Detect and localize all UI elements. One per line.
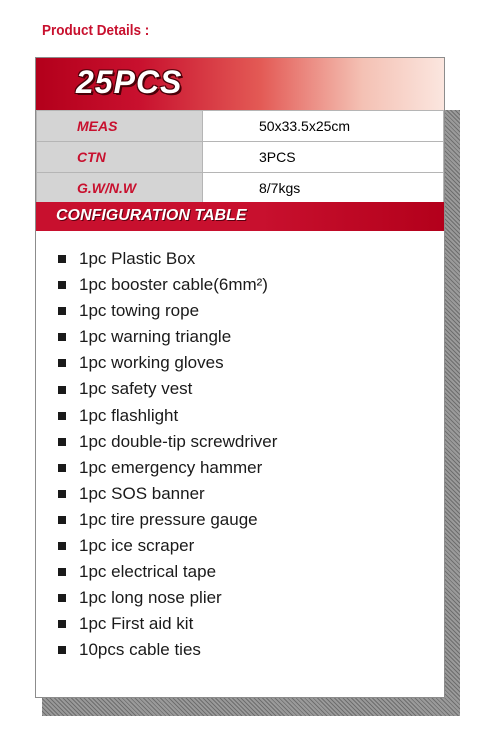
list-item <box>58 637 277 663</box>
list-item-text: 1pc ice scraper <box>79 536 195 556</box>
title-banner <box>36 58 444 110</box>
bullet-icon <box>58 333 66 341</box>
bullet-icon <box>58 646 66 654</box>
list-item-text: 1pc safety vest <box>79 379 193 399</box>
bullet-icon <box>58 255 66 263</box>
spec-value: 50x33.5x25cm <box>203 111 444 142</box>
list-item-text: 1pc tire pressure gauge <box>79 509 258 529</box>
list-item-text: 1pc electrical tape <box>79 562 217 582</box>
list-item-text: 1pc emergency hammer <box>79 457 263 477</box>
spec-row <box>37 173 444 204</box>
list-item <box>58 455 277 481</box>
list-item <box>58 272 277 298</box>
list-item <box>58 429 277 455</box>
spec-label: MEAS <box>37 111 203 142</box>
bullet-icon <box>58 281 66 289</box>
list-item-text: 10pcs cable ties <box>79 640 201 660</box>
list-item-text: 1pc warning triangle <box>79 327 232 347</box>
list-item <box>58 559 277 585</box>
bullet-icon <box>58 307 66 315</box>
spec-label: CTN <box>37 142 203 173</box>
banner-title: 25PCS <box>76 64 183 100</box>
list-item <box>58 533 277 559</box>
list-item <box>58 298 277 324</box>
list-item <box>58 611 277 637</box>
list-item-text: 1pc long nose plier <box>79 588 222 608</box>
spec-value: 8/7kgs <box>203 173 444 204</box>
list-item <box>58 481 277 507</box>
list-item <box>58 324 277 350</box>
list-item-text: 1pc Plastic Box <box>79 249 196 268</box>
list-item-text: 1pc towing rope <box>79 301 200 321</box>
configuration-list <box>58 246 277 664</box>
bullet-icon <box>58 568 66 576</box>
bullet-icon <box>58 412 66 420</box>
list-item-text: 1pc booster cable(6mm²) <box>79 275 268 295</box>
list-item <box>58 246 277 272</box>
spec-value: 3PCS <box>203 142 444 173</box>
bullet-icon <box>58 594 66 602</box>
list-item <box>58 585 277 611</box>
bullet-icon <box>58 620 66 628</box>
spec-row <box>37 142 444 173</box>
bullet-icon <box>58 542 66 550</box>
bullet-icon <box>58 490 66 498</box>
configuration-header <box>36 202 444 231</box>
list-item <box>58 350 277 376</box>
bullet-icon <box>58 438 66 446</box>
bullet-icon <box>58 464 66 472</box>
spec-row <box>37 111 444 142</box>
list-item-text: 1pc working gloves <box>79 353 224 373</box>
bullet-icon <box>58 516 66 524</box>
spec-label: G.W/N.W <box>37 173 203 204</box>
list-item <box>58 507 277 533</box>
configuration-title: CONFIGURATION TABLE <box>56 207 247 224</box>
list-item <box>58 376 277 402</box>
list-item <box>58 403 277 429</box>
specs-table <box>36 110 444 204</box>
bullet-icon <box>58 386 66 394</box>
page-heading: Product Details : <box>42 22 150 39</box>
list-item-text: 1pc SOS banner <box>79 483 205 503</box>
list-item-text: 1pc flashlight <box>79 405 179 425</box>
list-item-text: 1pc First aid kit <box>79 614 194 634</box>
list-item-text: 1pc double-tip screwdriver <box>79 431 278 451</box>
product-card <box>35 57 445 698</box>
bullet-icon <box>58 359 66 367</box>
